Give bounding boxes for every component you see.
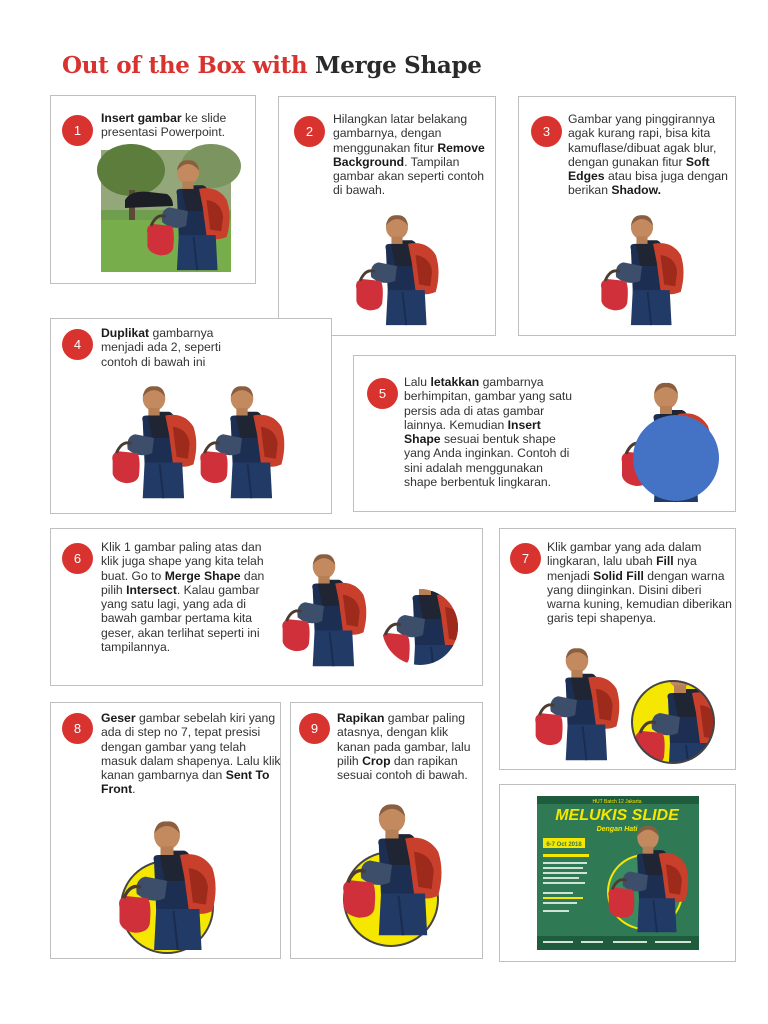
step-9-text-1: gambar paling atasnya, dengan klik kanan pada gambar, lalu pilih: [337, 711, 471, 768]
step-5-overlap-photo: [616, 374, 716, 504]
step-9-card: [290, 702, 483, 959]
step-4-card: [50, 318, 332, 514]
step-7-photo: [530, 639, 624, 763]
step-6-bold-1: Merge Shape: [164, 568, 241, 583]
step-1-text: [101, 111, 251, 140]
step-6-text-2: dan pilih: [101, 568, 265, 597]
poster-title: MELUKIS SLIDE: [555, 807, 679, 824]
step-7-text: [547, 540, 733, 626]
blue-circle-shape: [633, 415, 719, 501]
step-6-badge: 6: [62, 543, 93, 574]
step-8-text-1: gambar sebelah kiri yang ada di step no 7, tepat presisi dengan gambar yang telah masuk dalam shapenya. Lalu klik kanan gambarnya dan: [101, 711, 281, 783]
step-5-text: [404, 375, 574, 489]
step-9-text: [337, 711, 482, 782]
step-6-intersect-photo: [379, 585, 461, 669]
step-1-photo: [101, 150, 231, 272]
step-4-bold-1: Duplikat: [101, 326, 150, 340]
step-7-text-3: dengan warna yang diinginkan. Disini diberi warna kuning, kemudian diberikan garis tepi shapenya.: [547, 568, 732, 626]
step-7-text-2: nya menjadi: [547, 554, 697, 583]
step-3-text-2: atau bisa juga dengan berikan: [568, 169, 728, 198]
step-3-badge: 3: [531, 116, 562, 147]
step-4-photo-left: [107, 377, 201, 501]
step-1-bold-1: Insert gambar: [101, 111, 182, 125]
step-3-soft-edge-photo: [594, 207, 690, 327]
step-6-card: [50, 528, 483, 686]
step-2-badge: 2: [294, 116, 325, 147]
poster-date: 6-7 Oct 2018: [546, 842, 582, 848]
step-8-photo: [107, 805, 227, 955]
step-1-card: [50, 95, 256, 284]
step-4-text: [101, 326, 241, 369]
step-7-yellow-circle-photo: [628, 679, 718, 765]
step-3-bold-2: Shadow.: [611, 183, 662, 198]
step-6-text: [101, 540, 267, 654]
step-6-bold-2: Intersect: [126, 582, 177, 597]
step-6-photo: [277, 545, 371, 669]
step-8-text: [101, 711, 281, 797]
step-2-card: [278, 96, 496, 336]
step-7-bold-1: Fill: [656, 554, 674, 569]
step-3-text: [568, 112, 732, 198]
step-5-text-1: Lalu: [404, 375, 431, 389]
title-part-2: Merge Shape: [315, 52, 482, 79]
step-5-bold-1: letakkan: [430, 375, 480, 389]
step-5-bold-2: Insert Shape: [404, 417, 541, 447]
step-7-card: [499, 528, 736, 770]
poster-top-text: HUT Batch 12 Jakarta: [592, 799, 642, 805]
step-9-bold-2: Crop: [362, 753, 391, 768]
step-7-text-1: Klik gambar yang ada dalam lingkaran, lalu ubah: [547, 540, 702, 569]
poster-image: [537, 796, 699, 950]
step-4-photo-right: [195, 377, 289, 501]
poster-subtitle: Dengan Hati: [596, 826, 638, 833]
step-7-badge: 7: [510, 543, 541, 574]
step-3-card: [518, 96, 736, 336]
step-4-badge: 4: [62, 329, 93, 360]
step-3-text-1: Gambar yang pinggirannya agak kurang rapi, bisa kita kamuflase/dibuat agak blur, dengan gunakan fitur: [568, 112, 717, 169]
step-5-card: [353, 355, 736, 512]
step-9-photo: [331, 791, 451, 951]
step-7-bold-2: Solid Fill: [593, 568, 644, 583]
step-8-card: [50, 702, 281, 959]
step-4-text-1: gambarnya menjadi ada 2, seperti contoh di bawah ini: [101, 326, 221, 369]
step-2-cutout-photo: [349, 207, 445, 327]
step-1-badge: 1: [62, 115, 93, 146]
step-3-bold-1: Soft Edges: [568, 154, 710, 184]
page-title: [62, 52, 482, 79]
step-8-badge: 8: [62, 713, 93, 744]
step-2-text-2: . Tampilan gambar akan seperti contoh di bawah.: [333, 154, 485, 198]
step-8-text-2: .: [132, 782, 136, 797]
step-1-text-1: ke slide presentasi Powerpoint.: [101, 111, 227, 140]
step-8-bold-2: Sent To Front: [101, 768, 270, 797]
step-9-bold-1: Rapikan: [337, 711, 385, 725]
step-5-text-2: gambarnya berhimpitan, gambar yang satu persis ada di atas gambar lainnya. Kemudian: [404, 375, 573, 432]
step-2-bold-1: Remove Background: [333, 140, 485, 169]
step-6-text-3: . Kalau gambar yang satu lagi, yang ada di bawah gambar pertama kita geser, akan terlihat seperti ini tampilannya.: [101, 582, 260, 655]
step-9-text-2: dan rapikan sesuai contoh di bawah.: [337, 753, 468, 783]
step-9-badge: 9: [299, 713, 330, 744]
step-8-bold-1: Geser: [101, 711, 136, 725]
title-part-1: Out of the Box with: [62, 52, 308, 79]
step-6-text-1: Klik 1 gambar paling atas dan klik juga shape yang kita telah buat. Go to: [101, 540, 264, 583]
result-poster-card: [499, 784, 736, 962]
step-2-text: [333, 112, 493, 198]
step-5-badge: 5: [367, 378, 398, 409]
step-2-text-1: Hilangkan latar belakang gambarnya, dengan menggunakan fitur: [333, 112, 468, 155]
step-5-text-3: sesuai bentuk shape yang Anda inginkan. Contoh di sini adalah menggunakan shape berbentuk lingkaran.: [404, 432, 570, 490]
